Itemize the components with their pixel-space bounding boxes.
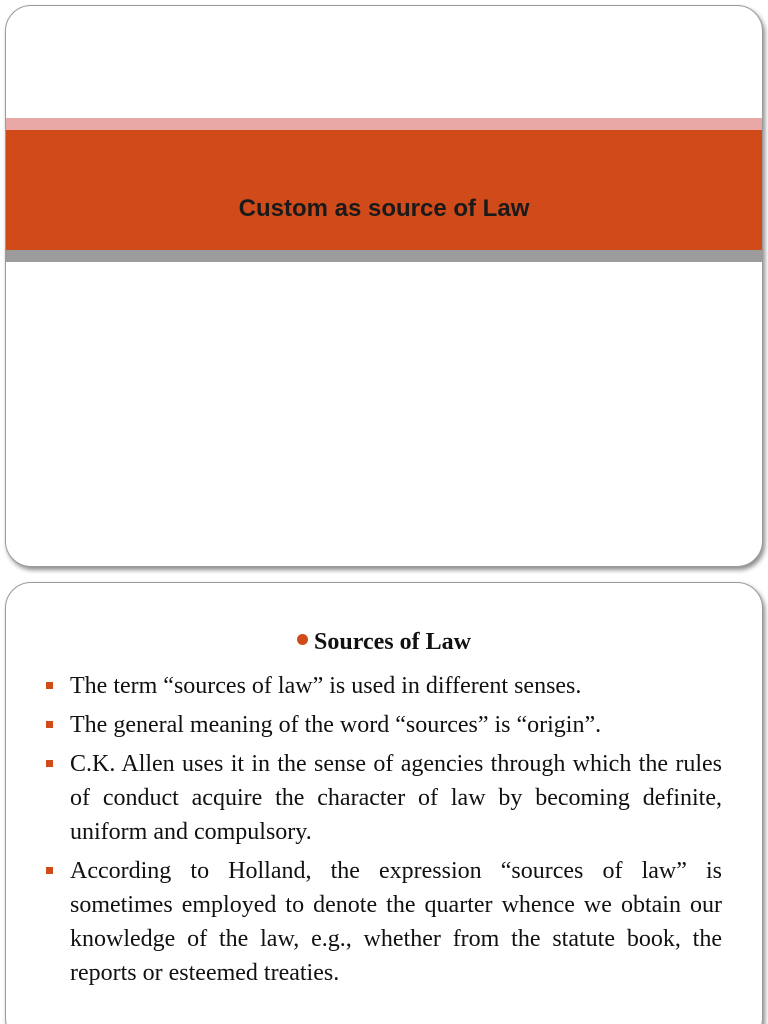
content-slide (5, 582, 763, 1024)
square-bullet-icon (46, 760, 53, 767)
list-item (44, 708, 722, 742)
list-item (44, 669, 722, 703)
slide-title: Custom as source of Law (238, 195, 530, 222)
list-item-text: According to Holland, the expression “sources of law” is sometimes employed to denote the quarter whence we obtain our knowledge of the law, e.g., whether from the statute book, the reports or esteemed treaties. (70, 858, 722, 986)
square-bullet-icon (46, 721, 53, 728)
list-item-text: The term “sources of law” is used in different senses. (70, 673, 582, 699)
title-band-bottom-stripe (6, 250, 762, 262)
content-heading-text: Sources of Law (314, 629, 471, 655)
square-bullet-icon (46, 867, 53, 874)
list-item (44, 854, 722, 990)
list-item (44, 747, 722, 849)
list-item-text: C.K. Allen uses it in the sense of agencies through which the rules of conduct acquire the character of law by becoming definite, uniform and compulsory. (70, 751, 722, 845)
title-band (6, 130, 762, 250)
title-slide (5, 5, 763, 567)
list-item-text: The general meaning of the word “sources” is “origin”. (70, 712, 602, 738)
title-band-top-stripe (6, 118, 762, 130)
square-bullet-icon (46, 682, 53, 689)
content-heading (6, 629, 762, 656)
round-bullet-icon (297, 634, 308, 645)
bullet-list (44, 669, 722, 995)
